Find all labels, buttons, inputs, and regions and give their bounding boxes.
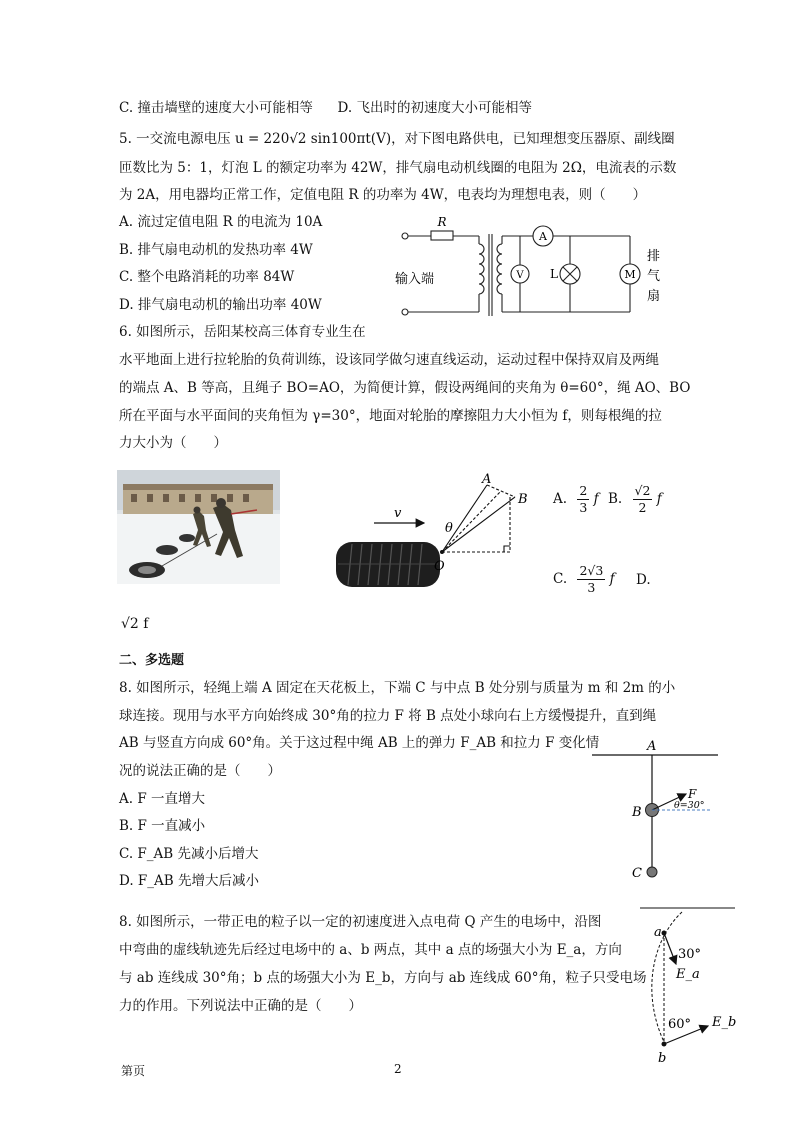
circuit-fan-label-1: 排 — [647, 249, 661, 264]
circuit-lamp-label: L — [550, 267, 558, 281]
q6-option-c-numerator: 2√3 — [579, 563, 604, 578]
q6-option-b-denominator: 2 — [638, 500, 647, 515]
tire-icon — [336, 542, 440, 587]
theta-label: θ — [445, 521, 453, 536]
q6-option-a — [553, 483, 599, 516]
q8a-point-c-label: C — [632, 866, 642, 881]
q8a-stem-line1: 8. 如图所示，轻绳上端 A 固定在天花板上，下端 C 与中点 B 处分别与质量为 m 和 2m 的小 — [119, 680, 676, 696]
motor-icon: M — [624, 268, 636, 281]
q6-tire-diagram — [332, 470, 542, 588]
q6-option-c-label: C. — [553, 571, 568, 587]
point-a-label: A — [482, 472, 492, 487]
q4-option-d: D. 飞出时的初速度大小可能相等 — [337, 100, 532, 116]
q6-option-a-f: f — [593, 491, 599, 507]
q8a-stem-line4: 况的说法正确的是（ ） — [119, 763, 281, 779]
q5-option-b: B. 排气扇电动机的发热功率 4W — [119, 242, 313, 258]
q8a-option-b: B. F 一直减小 — [119, 818, 206, 834]
q6-option-b-numerator: √2 — [634, 483, 651, 498]
footer-left: 第页 — [121, 1064, 146, 1078]
q6-option-a-denominator: 3 — [579, 500, 588, 515]
point-b-label: B — [518, 492, 528, 507]
q8a-stem-line3: AB 与竖直方向成 60°角。关于这过程中绳 AB 上的弹力 F_AB 和拉力 F 变化情 — [119, 735, 600, 751]
q6-option-d-value: √2 f — [121, 616, 149, 632]
q6-stem-line1: 6. 如图所示，岳阳某校高三体育专业生在 — [119, 324, 366, 340]
q5-option-d: D. 排气扇电动机的输出功率 40W — [119, 297, 322, 313]
q6-training-photo — [117, 470, 280, 584]
q5-option-c: C. 整个电路消耗的功率 84W — [119, 269, 295, 285]
ammeter-icon: A — [539, 230, 547, 243]
point-o-label: O — [434, 559, 445, 574]
q8a-option-c: C. F_AB 先减小后增大 — [119, 846, 259, 862]
point-b-small-label: b — [658, 1051, 667, 1066]
field-ea-label: E_a — [676, 967, 700, 982]
q6-option-b-f: f — [656, 491, 662, 507]
q8a-point-b-label: B — [632, 805, 642, 820]
q8a-option-a: A. F 一直增大 — [119, 791, 205, 807]
q6-option-c — [553, 563, 615, 596]
field-eb-label: E_b — [712, 1015, 737, 1030]
circuit-fan-label-2: 气 — [647, 269, 661, 284]
circuit-resistor-label: R — [437, 215, 447, 229]
q6-option-b — [608, 483, 662, 516]
q5-stem-line1: 5. 一交流电源电压 u = 220√2 sin100πt(V)，对下图电路供电，已知理想变压器原、副线圈 — [119, 131, 675, 147]
q8a-option-d: D. F_AB 先增大后减小 — [119, 873, 260, 889]
q6-stem-line2: 水平地面上进行拉轮胎的负荷训练，设该同学做匀速直线运动，运动过程中保持双肩及两绳 — [119, 352, 659, 368]
q6-option-c-f: f — [609, 571, 615, 587]
q8b-field-diagram — [620, 902, 740, 1072]
q6-option-d-label: D. — [636, 572, 651, 588]
force-f-label: F — [688, 787, 697, 801]
velocity-label: v — [394, 506, 402, 521]
q5-option-a: A. 流过定值电阻 R 的电流为 10A — [119, 214, 323, 230]
circuit-input-label: 输入端 — [395, 272, 435, 287]
angle-label: θ=30° — [674, 800, 705, 811]
circuit-fan-label-3: 扇 — [647, 289, 661, 304]
q8a-stem-line2: 球连接。现用与水平方向始终成 30°角的拉力 F 将 B 点处小球向右上方缓慢提升，直到绳 — [119, 708, 657, 724]
page-number: 2 — [394, 1062, 402, 1076]
q4-options-cd — [119, 96, 532, 116]
q6-option-a-label: A. — [553, 491, 568, 507]
q5-stem-line3: 为 2A，用电器均正常工作，定值电阻 R 的功率为 4W，电表均为理想电表，则（ ） — [119, 187, 647, 203]
q6-stem-line5: 力大小为（ ） — [119, 435, 227, 451]
q6-stem-line4: 所在平面与水平面间的夹角恒为 γ=30°，地面对轮胎的摩擦阻力大小恒为 f，则每根绳的拉 — [119, 408, 662, 424]
q5-stem-line2: 匝数比为 5：1，灯泡 L 的额定功率为 42W，排气扇电动机线圈的电阻为 2Ω，电流表的示数 — [119, 160, 677, 176]
q6-stem-line3: 的端点 A、B 等高，且绳子 BO=AO，为简便计算，假设两绳间的夹角为 θ=60°，绳 AO、BO — [119, 380, 691, 396]
q6-option-c-denominator: 3 — [587, 580, 596, 595]
angle-a-label: 30° — [678, 947, 702, 962]
q8b-stem-line1: 8. 如图所示，一带正电的粒子以一定的初速度进入点电荷 Q 产生的电场中，沿图 — [119, 914, 602, 930]
q4-option-c: C. 撞击墙壁的速度大小可能相等 — [119, 100, 313, 116]
voltmeter-icon: V — [516, 270, 524, 281]
q8a-rope-diagram — [590, 738, 720, 886]
point-a-small-label: a — [654, 925, 662, 940]
q8b-stem-line4: 力的作用。下列说法中正确的是（ ） — [119, 998, 362, 1014]
q5-circuit-diagram — [395, 212, 665, 324]
q8b-stem-line3: 与 ab 连线成 30°角；b 点的场强大小为 E_b，方向与 ab 连线成 60°角，粒子只受电场 — [119, 970, 647, 986]
angle-b-label: 60° — [668, 1017, 692, 1032]
q6-option-b-label: B. — [608, 491, 623, 507]
q6-option-a-numerator: 2 — [579, 483, 588, 498]
section-heading: 二、多选题 — [119, 653, 185, 668]
q8a-point-a-label: A — [647, 739, 657, 754]
ball-c-icon — [647, 867, 657, 877]
q8b-stem-line2: 中弯曲的虚线轨迹先后经过电场中的 a、b 两点，其中 a 点的场强大小为 E_a，方向 — [119, 942, 622, 958]
